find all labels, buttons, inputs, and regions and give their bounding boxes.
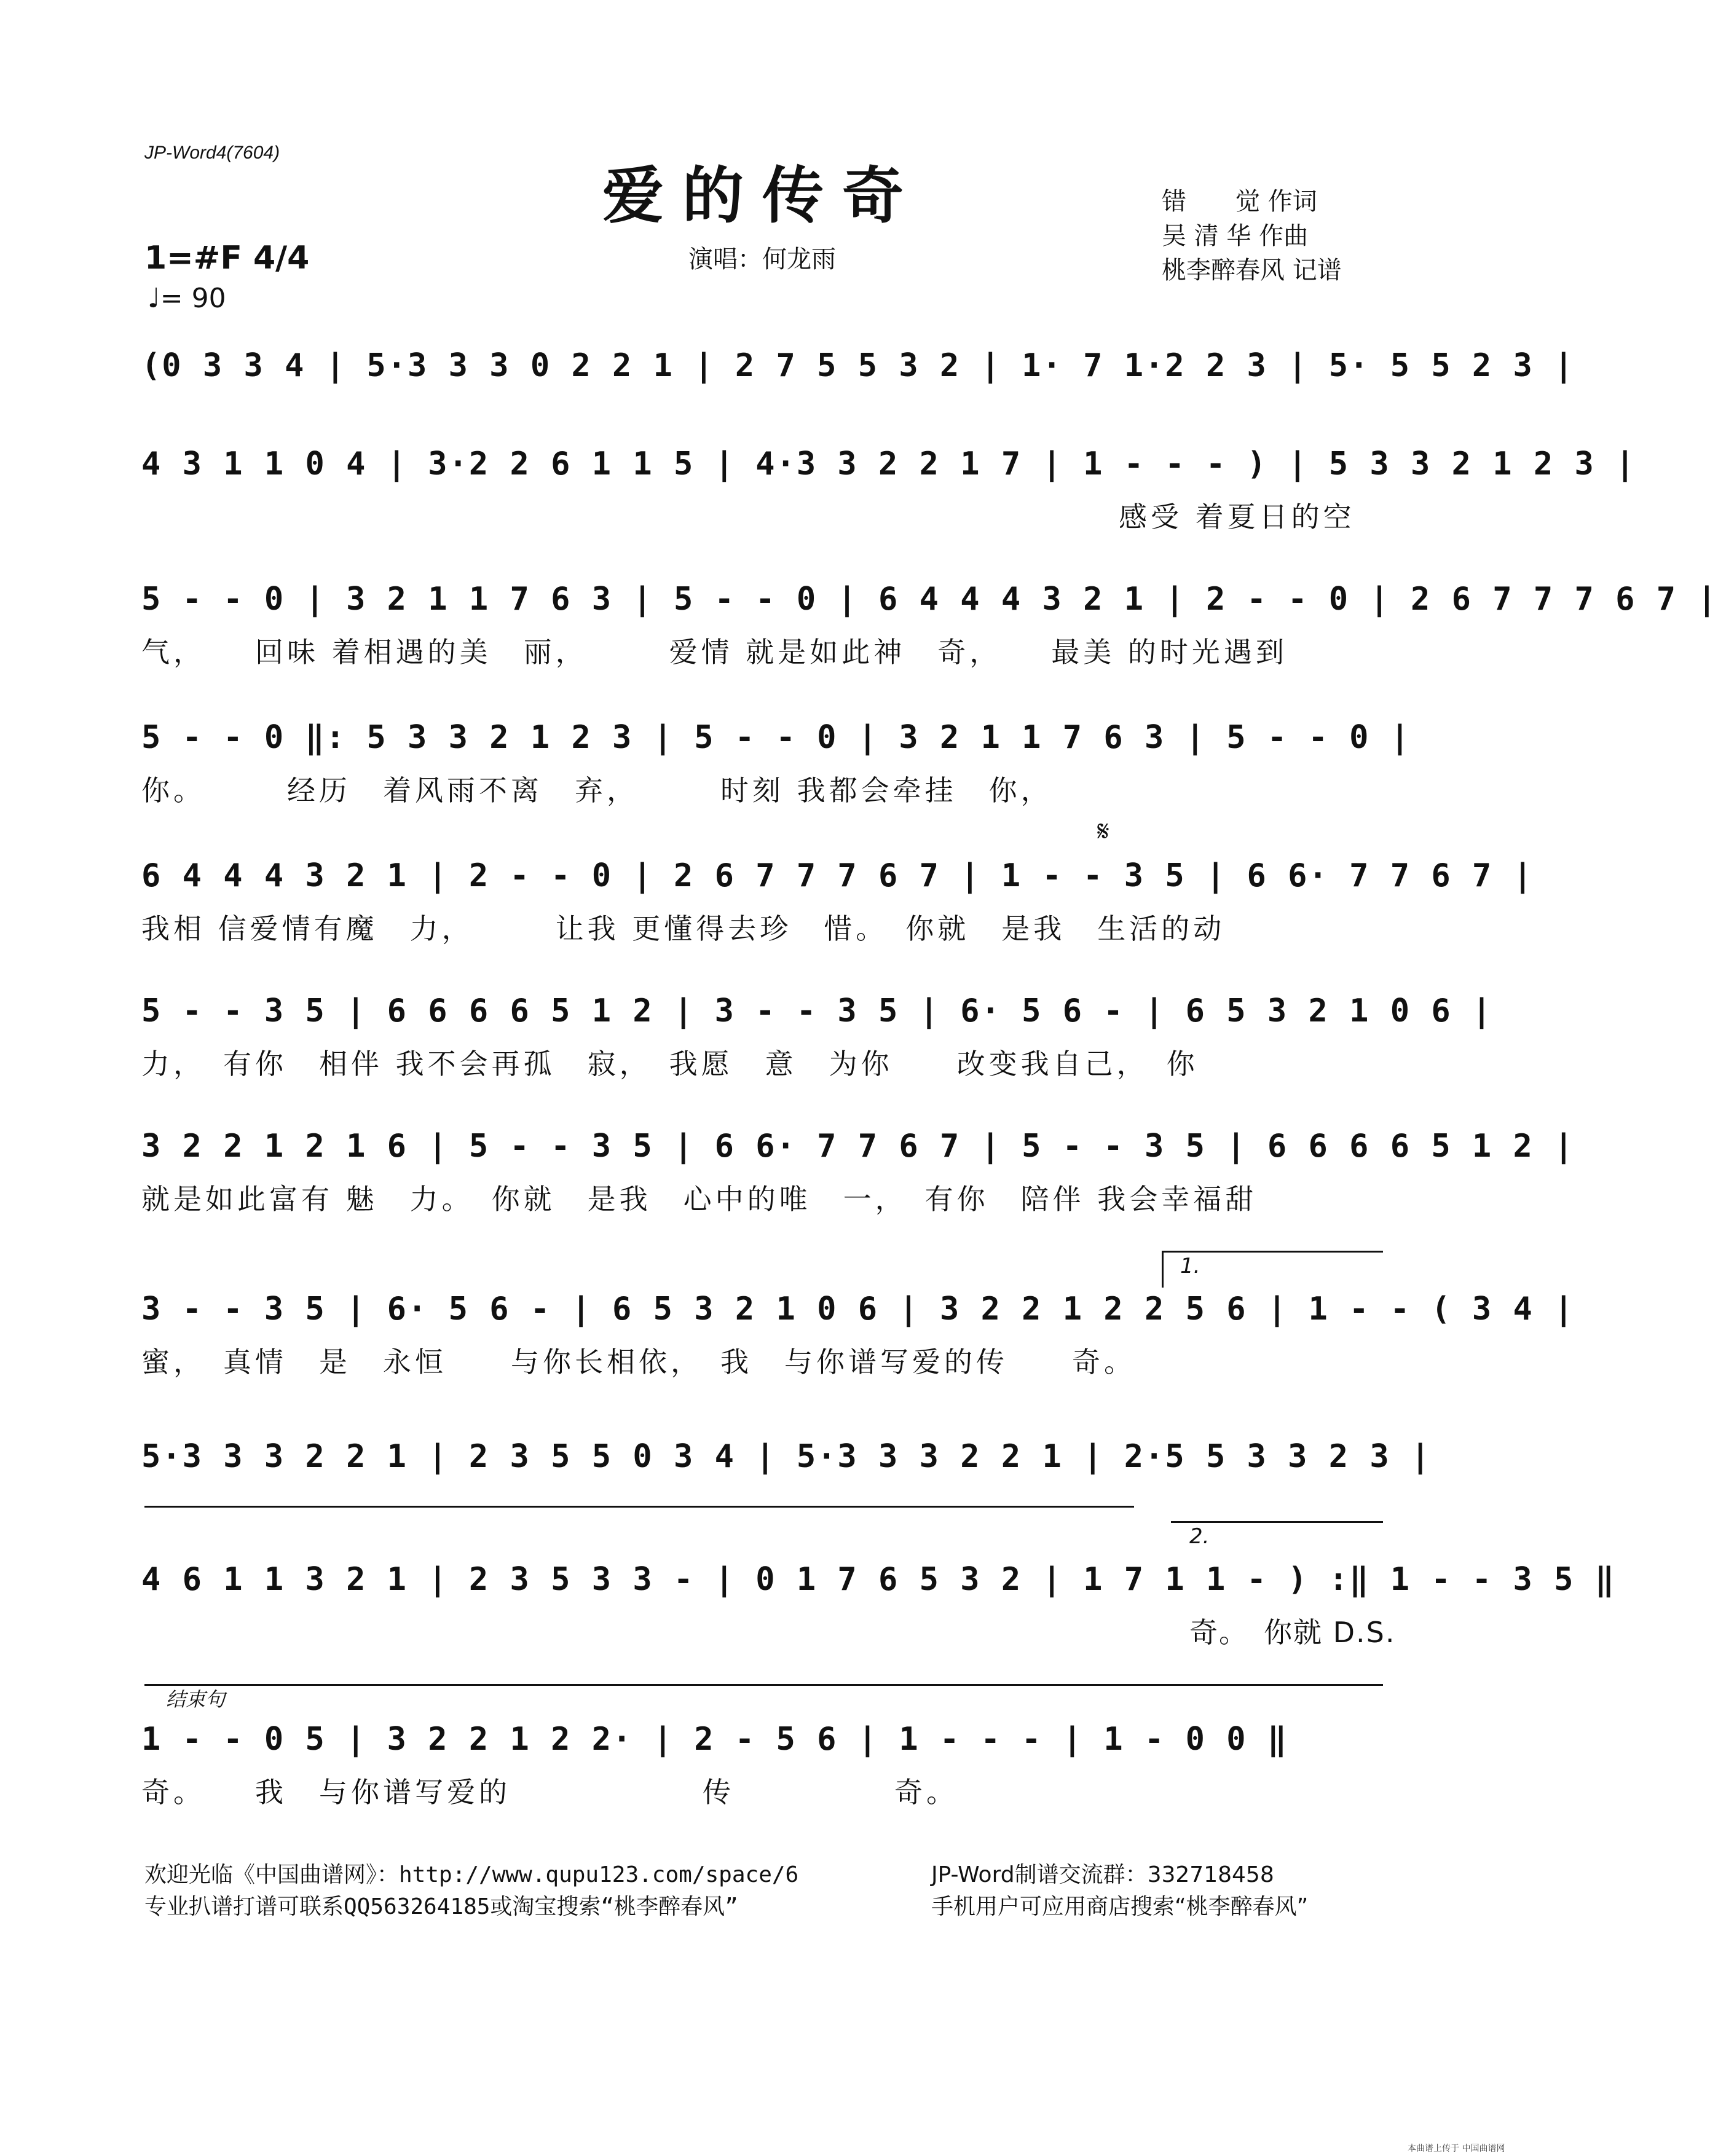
lyrics: 感受 着夏日的空 [1119, 500, 1355, 533]
notes: (0 3 3 4 | 5·3 3 3 0 2 2 1 | 2 7 5 5 3 2 | 1· 7 1·2 2 3 | 5· 5 5 2 3 | [141, 347, 1575, 384]
notes: 5 - - 0 ‖: 5 3 3 2 1 2 3 | 5 - - 0 | 3 2 1 1 7 6 3 | 5 - - 0 | [141, 719, 1411, 756]
notes: 5 - - 0 | 3 2 1 1 7 6 3 | 5 - - 0 | 6 4 4 4 3 2 1 | 2 - - 0 | 2 6 7 7 7 6 7 | [141, 581, 1718, 618]
notes: 6 4 4 4 3 2 1 | 2 - - 0 | 2 6 7 7 7 6 7 | 1 - - 3 5 | 6 6· 7 7 6 7 | [141, 857, 1534, 894]
volta-bracket-2 [1171, 1521, 1383, 1523]
footer-contact: 专业扒谱打谱可联系QQ563264185或淘宝搜索“桃李醉春风” [144, 1894, 738, 1919]
lyrics: 力， 有你 相伴 我不会再孤 寂， 我愿 意 为你 改变我自己， 你 [141, 1047, 1199, 1080]
ending-bracket [144, 1684, 1383, 1686]
lyrics: 蜜， 真情 是 永恒 与你长相依， 我 与你谱写爱的传 奇。 [141, 1345, 1136, 1379]
footer-group: JP-Word制谱交流群：332718458 [931, 1862, 1274, 1887]
footer-website: 欢迎光临《中国曲谱网》：http://www.qupu123.com/space/6 [144, 1862, 799, 1887]
notes: 4 3 1 1 0 4 | 3·2 2 6 1 1 5 | 4·3 3 2 2 1 7 | 1 - - - ) | 5 3 3 2 1 2 3 | [141, 446, 1636, 482]
lyricist: 错 觉 作词 [1162, 187, 1317, 216]
volta-bracket-top [144, 1506, 1134, 1508]
notes: 3 2 2 1 2 1 6 | 5 - - 3 5 | 6 6· 7 7 6 7 | 5 - - 3 5 | 6 6 6 6 5 1 2 | [141, 1128, 1575, 1165]
key-signature: 1=#F 4/4 [144, 240, 310, 277]
lyrics: 我相 信爱情有魔 力， 让我 更懂得去珍 惜。 你就 是我 生活的动 [141, 912, 1226, 945]
lyrics: 气， 回味 着相遇的美 丽， 爱情 就是如此神 奇， 最美 的时光遇到 [141, 635, 1288, 669]
credits [1162, 184, 1342, 288]
singer: 演唱：何龙雨 [688, 245, 836, 273]
tempo: ♩= 90 [148, 283, 226, 314]
notes: 3 - - 3 5 | 6· 5 6 - | 6 5 3 2 1 0 6 | 3 2 2 1 2 2 5 6 | 1 - - ( 3 4 | [141, 1291, 1575, 1328]
lyrics: 就是如此富有 魅 力。 你就 是我 心中的唯 一， 有你 陪伴 我会幸福甜 [141, 1182, 1258, 1216]
volta-2-label: 2. [1189, 1524, 1210, 1549]
volta-bracket-1-edge [1162, 1251, 1164, 1288]
ending-label: 结束句 [166, 1688, 226, 1711]
software-label: JP-Word4(7604) [144, 143, 280, 163]
notes: 4 6 1 1 3 2 1 | 2 3 5 3 3 - | 0 1 7 6 5 3 2 | 1 7 1 1 - ) :‖ 1 - - 3 5 ‖ [141, 1561, 1616, 1598]
notes: 1 - - 0 5 | 3 2 2 1 2 2· | 2 - 5 6 | 1 - - - | 1 - 0 0 ‖ [141, 1721, 1288, 1758]
transcriber: 桃李醉春风 记谱 [1162, 256, 1342, 285]
footer-right [931, 1859, 1308, 1923]
lyrics: 你。 经历 着风雨不离 弃， 时刻 我都会牵挂 你， [141, 774, 1053, 807]
volta-1-label: 1. [1180, 1254, 1200, 1278]
composer: 吴 清 华 作曲 [1162, 222, 1309, 250]
footer-left [144, 1859, 798, 1923]
lyrics: 奇。 你就 D.S. [1189, 1616, 1396, 1649]
notes: 5·3 3 3 2 2 1 | 2 3 5 5 0 3 4 | 5·3 3 3 2 2 1 | 2·5 5 3 3 2 3 | [141, 1438, 1432, 1475]
lyrics: 奇。 我 与你谱写爱的 传 奇。 [141, 1776, 958, 1809]
segno-sign: 𝄋 [1097, 814, 1109, 848]
page-title: 爱的传奇 [602, 159, 922, 232]
footer-app: 手机用户可应用商店搜索“桃李醉春风” [931, 1894, 1309, 1919]
upload-credit: 本曲谱上传于 中国曲谱网 [1408, 2144, 1505, 2154]
notes: 5 - - 3 5 | 6 6 6 6 5 1 2 | 3 - - 3 5 | 6· 5 6 - | 6 5 3 2 1 0 6 | [141, 993, 1493, 1029]
volta-bracket-1 [1162, 1251, 1383, 1253]
